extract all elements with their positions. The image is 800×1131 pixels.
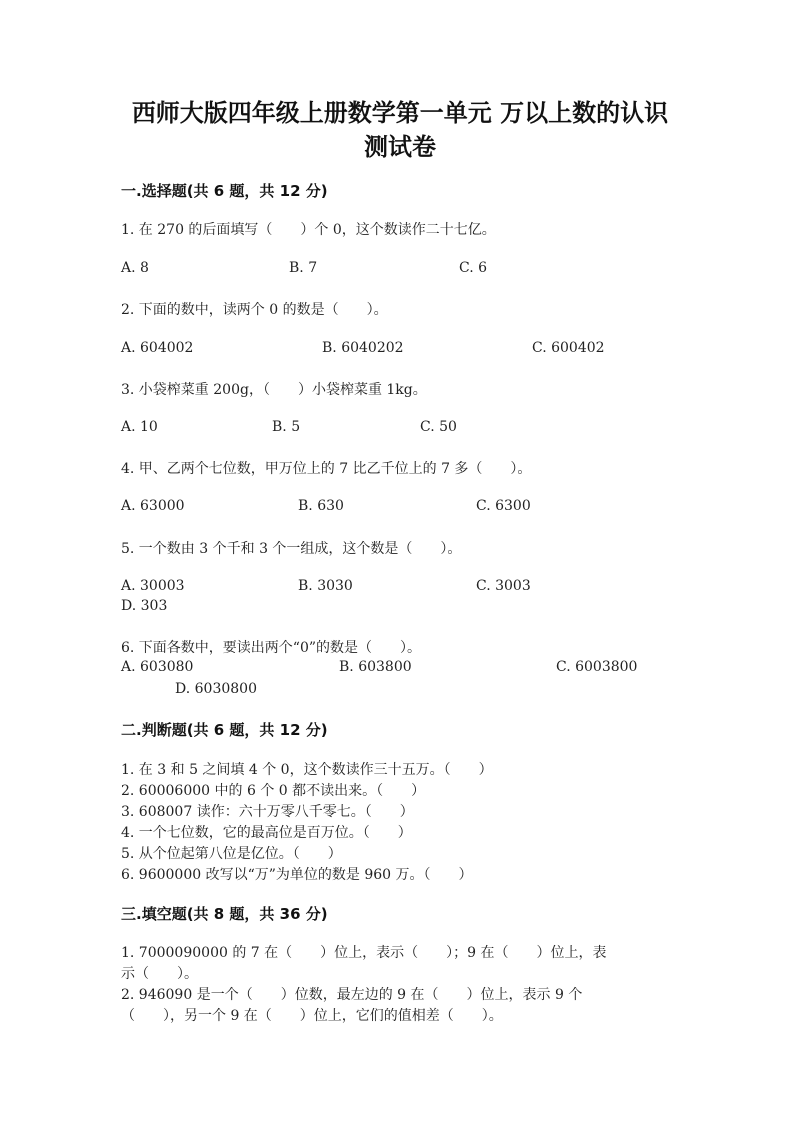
option-c: C. 600402 (532, 340, 605, 356)
option-a: A. 8 (121, 260, 149, 276)
option-b: B. 7 (289, 260, 318, 276)
option-b: B. 6040202 (322, 340, 404, 356)
option-a: A. 30003 (121, 578, 185, 594)
section-heading-judgement: 二.判断题(共 6 题，共 12 分) (121, 721, 328, 739)
option-a: A. 10 (121, 419, 158, 435)
section-heading-choice: 一.选择题(共 6 题，共 12 分) (121, 182, 328, 200)
option-b: B. 603800 (339, 659, 412, 675)
option-d: D. 6030800 (175, 681, 257, 697)
section-heading-fill: 三.填空题(共 8 题，共 36 分) (121, 905, 328, 923)
judgement-item: 2. 60006000 中的 6 个 0 都不读出来。（ ） (121, 783, 426, 799)
fill-line: 2. 946090 是一个（ ）位数，最左边的 9 在（ ）位上，表示 9 个 (121, 987, 583, 1003)
option-b: B. 3030 (298, 578, 353, 594)
page-title: 西师大版四年级上册数学第一单元 万以上数的认识 (131, 99, 669, 127)
question-text: 4. 甲、乙两个七位数，甲万位上的 7 比乙千位上的 7 多（ ）。 (121, 461, 532, 477)
option-b: B. 5 (272, 419, 301, 435)
option-a: A. 604002 (121, 340, 194, 356)
fill-line: 示（ ）。 (121, 966, 198, 982)
question-text: 6. 下面各数中，要读出两个“0”的数是（ ）。 (121, 640, 422, 656)
option-a: A. 603080 (121, 659, 194, 675)
judgement-item: 3. 608007 读作：六十万零八千零七。（ ） (121, 804, 414, 820)
option-d: D. 303 (121, 598, 168, 614)
page-subtitle: 测试卷 (364, 133, 436, 161)
option-c: C. 3003 (476, 578, 531, 594)
fill-line: （ ），另一个 9 在（ ）位上，它们的值相差（ ）。 (121, 1008, 503, 1024)
question-text: 5. 一个数由 3 个千和 3 个一组成，这个数是（ ）。 (121, 541, 462, 557)
judgement-item: 1. 在 3 和 5 之间填 4 个 0，这个数读作三十五万。（ ） (121, 762, 493, 778)
option-c: C. 50 (420, 419, 457, 435)
judgement-item: 4. 一个七位数，它的最高位是百万位。（ ） (121, 825, 412, 841)
question-text: 1. 在 270 的后面填写（ ）个 0，这个数读作二十七亿。 (121, 222, 496, 238)
option-c: C. 6300 (476, 498, 531, 514)
judgement-item: 6. 9600000 改写以“万”为单位的数是 960 万。（ ） (121, 867, 473, 883)
question-text: 3. 小袋榨菜重 200g，（ ）小袋榨菜重 1kg。 (121, 382, 427, 398)
fill-line: 1. 7000090000 的 7 在（ ）位上，表示（ ）；9 在（ ）位上，表 (121, 945, 607, 961)
question-text: 2. 下面的数中，读两个 0 的数是（ ）。 (121, 302, 388, 318)
judgement-item: 5. 从个位起第八位是亿位。（ ） (121, 846, 342, 862)
option-b: B. 630 (298, 498, 344, 514)
option-a: A. 63000 (121, 498, 185, 514)
option-c: C. 6003800 (556, 659, 638, 675)
option-c: C. 6 (459, 260, 488, 276)
